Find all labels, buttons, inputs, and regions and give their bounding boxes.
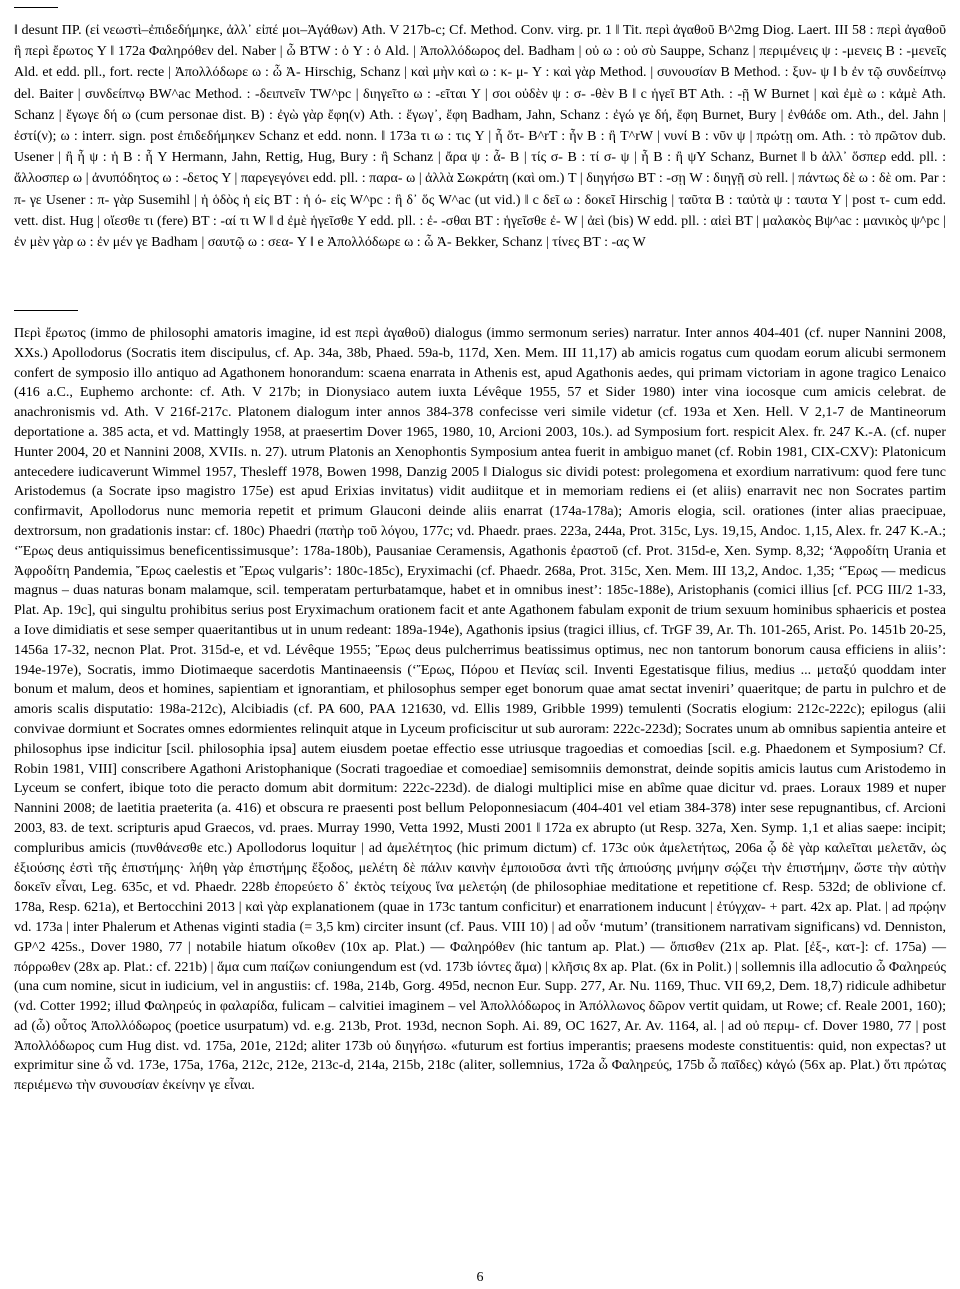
top-rule	[14, 7, 58, 8]
commentary: Περὶ ἔρωτος (immo de philosophi amatoris imagine, id est περὶ ἀγαθοῦ) dialogus (immo sermonum series) narratur. Inter annos 404-401 (cf. nuper Nannini 2008, XXs.) Apollodorus (Socratis item discipulus, cf. Ap. 34a, 38b, Phaed. 59a-b, 117d, Xen. Mem. III 11,17) ab amicis rogatus cum quodam eorum alicubi sermonem confert de symposio illo antiquo ad Agathonem honorandum: scaena enarrata in Athenis est, apud Agathonis aedes, qui primam victoriam in agone tragico Lenaico (416 a.C., Euphemo archonte: cf. Ath. V 217b; in Dionysiaco autem iuxta Lévêque 1955, 57 et Sider 1980) inter vina iocosque cum amicis celebrat. de anachronismis vd. Ath. V 216f-217c. Platonem dialogum inter annos 384-378 confecisse veri simile videtur (cf. 193a et Xen. Hell. V 2,1-7 de Mantineorum deportatione a. 385 acta, et vd. Mattingly 1958, at praesertim Dover 1965, 1980, 10, Arcioni 2003, 10s.). ad Symposium fort. respicit Alex. fr. 247 K.-A. (cf. nuper Hunter 2004, 20 et Nannini 2008, XVIIs. n. 27). utrum Platonis an Xenophontis Symposium antea fuerit in ambiguo manet (cf. Robin 1981, CIX-CXV): Platonicum antecedere iudicaverunt Wimmel 1957, Thesleff 1978, Bowen 1998, Danzig 2005 ‖ Dialogus sic dividi potest: prolegomena et exordium narrativum: quod fere tunc Aristodemus (a Socrate ipso magistro 175e) est apud Erixias invitatus) vidit audiitque et in memoriam rediens ei (et aliis) enarravit nec non Socrates partim confirmavit, Apollodorus nunc memoria repetit et primum Glauconi deinde aliis enarrat (174a-178a); Amoris elogia, scil. orationes (inter alias praecipuae, dextrorsum, non gradationis instar: cf. 180c) Phaedri (πατὴρ τοῦ λόγου, 177c; vd. Phaedr. praes. 223a, 244a, Prot. 315c, Lys. 19,15, Andoc. 1,15, Alex. fr. 247 K.-A.; ‘Ἔρως deus antiquissimus beneficentissimusque’: 178a-180b), Pausaniae Ceramensis, Agathonis ἐραστοῦ (cf. Prot. 315d-e, Xen. Symp. 8,32; ‘Ἀφροδίτη Urania et Ἀφροδίτη Pandemia, Ἔρως caelestis et Ἔρως vulgaris’: 180c-185c), Eryximachi (cf. Phaedr. 268a, Prot. 315c, Xen. Mem. III 13,2, Andoc. 1,35; ‘Ἔρως — medicus magnus – duas naturas bonam malamque, scil. temperatam perturbatamque, habet et in omnibus inest’: 185c-188e), Aristophanis (comici illius [cf. PCG III/2 1-33, Plat. Ap. 19c], qui singultu prohibitus serius post Eryximachum orationem facit et ante Agathonem fabulam exponit de trium sexuum hominibus sphaericis et postea a Iove dimidiatis et sese semper quaeritantibus ut in unum redeant: 189a-194e), Agathonis ipsius (tragici illius, cf. TrGF 39, Ar. Th. 101-265, Arist. Po. 1451b 20-25, 1456a 17-32, necnon Plat. Prot. 315d-e, et vd. Lévêque 1955; Ἔρως deus pulcherrimus beatissimus optimus, nec non tantorum bonorum causa efficiens in aliis’: 194e-197e), Socratis, immo Diotimaeque sacerdotis Mantinaeensis (‘Ἔρως, Πόρου et Πενίας scil. Inventi Egestatisque filius, medius ... μεταξύ quoddam inter bonum et malum, deos et homines, sapientiam et ignorantiam, et philosophus semper eget bonorum quae amat sectat inveniri’ quaeritque; de partu in pulchro et de amoris scalis disputatio: 198a-212c), Alcibiadis (cf. PA 600, PAA 121630, vd. Ellis 1989, Gribble 1999) temulenti (Socratis elogium: 212c-222c); epilogus (alii convivae dormiunt et Socrates omnes edormientes relinquit atque in Lyceum proficiscitur ut sub auroram: 222c-223d); Socrates unum ab omnibus sapientia anteire et philosophus ipse indicitur [scil. philosophia ipsa] autem eiusdem poetae effectio esse utriusque tragoedias et comoedias [scil. e.g. Phaedonem et Symposium? Cf. Robin 1981, VIII] conscribere Agathoni Aristophanique (Socrati tragoediae et comoediae] semisomniis demonstrat, deinde sopitis amicis lautus cum Aristodemo in Lyceum se confert, ibique toto die peracto domum abit dormitum: 222c-223d). de dialogi multiplici mise en abîme quae dicitur vd. praes. Loraux 1989 et nuper Nannini 2008; de laetitia praeterita (a. 416) et obscura re praesenti post bellum Peloponnesiacum (404-401 vel etiam 384-378) inter sese repugnantibus, cf. Arcioni 2003, 83. de text. scripturis apud Graecos, vd. praes. Murray 1990, Vetta 1992, Musti 2001 ‖ 172a ex abrupto (ut Resp. 327a, Xen. Symp. 1,1 et alias saepe: incipit; compluribus amicis (πυνθάνεσθε etc.) Apollodorus loquitur | ad ἀμελέτητος (hic primum dictum) cf. 173c οὐκ ἀμελετήτως, 206a ᾧ δὲ γὰρ καλεῖται μελετᾶν, ὡς ἐξιούσης ἐστὶ τῆς ἐπιστήμης· λήθη γὰρ ἐπιστήμης ἔξοδος, μελέτη δὲ πάλιν καινὴν ἐμποιοῦσα ἀντὶ τῆς ἀπιούσης μνήμην σῴζει τὴν ἐπιστήμην, ὥστε τὴν αὐτὴν δοκεῖν εἶναι, Leg. 635c, et vd. Phaedr. 228b ἐπορεύετο δ᾽ ἐκτὸς τείχους ἵνα μελετῴη (de philosophiae meditatione et repetitione cf. Resp. 532d; de oblivione cf. 178a, Resp. 621a), et Bertocchini 2013 | καὶ γὰρ explanationem (quae in 173c tantum conficitur) et enarrationem inducunt | ἐτύγχαν- + part. 42x ap. Plat. | ad πρῴην vd. 173a | inter Phalerum et Athenas viginti stadia (= 3,5 km) circiter insunt (cf. Paus. VIII 10) | ad οὖν ‘mutum’ (transitionem narrativam significans) vd. Denniston, GP^2 425s., Dover 1980, 77 | notabile hiatum οἴκοθεν (10x ap. Plat.) — Φαληρόθεν (hic tantum ap. Plat.) — ὄπισθεν (21x ap. Plat. [ἐξ-, κατ-]: cf. 175a) — πόρρωθεν (28x ap. Plat.: cf. 221b) | ἅμα cum παίζων coniungendum est (vd. 173b ἰόντες ἅμα) | κλῆσις 8x ap. Plat. (6x in Polit.) | sollemnis illa adlocutio ὦ Φαληρεύς (una cum nomine, sicut in iudicium, vel in angustiis: cf. 198a, 214b, Gorg. 495d, necnon Eur. Supp. 277, Ar. Nu. 1169, Thuc. VII 69,2, Dem. 18,7) ridicule adhibetur (vd. Cotter 1992; illud Φαληρεύς in φαλαρίδα, fulicam – calvitiei imaginem – vel Ἀπολλόδωρος in Ἀπόλλωνος δῶρον vertit quidam, ut Rowe; cf. Reale 2001, 160); ad (ὦ) οὗτος Ἀπολλόδωρος (poetice usurpatum) vd. e.g. 213b, Prot. 193d, necnon Soph. Ai. 89, OC 1627, Ar. Av. 1164, al. | ad οὐ περιμ- cf. Dover 1980, 77 | post Ἀπολλόδωρος cum Hug dist. vd. 175a, 201e, 212d; aliter 173b οὐ διηγήσω. «futurum est fortius imperantis; praesens modeste constituentis: quid, non expectas? ut exprimitur sine ὦ vd. 173e, 175a, 176a, 212c, 212e, 213c-d, 214a, 215b, 218c (aliter, sollemnius, 172a ὦ Φαληρεύς, 175b ὦ παῖδες) κἀγώ (56x ap. Plat.) ὅτι πρώτας περιέμενω τὴν συνουσίαν ἐκείνην γε εἶναι.	[14, 325, 946, 1094]
critical-apparatus: ‖ desunt ΠΡ. (εἰ νεωστὶ–ἐπιδεδήμηκε, ἀλλ᾽ εἰπέ μοι–Ἀγάθων) Ath. V 217b-c; Cf. Method. Conv. virg. pr. 1 ‖ Tit. περὶ ἀγαθοῦ B^2mg Diog. Laert. III 58 : περὶ ἀγαθοῦ ἢ περὶ ἔρωτος Y ‖ 172a Φαληρόθεν del. Naber | ὦ BTW : ὁ Y : ὁ Ald. | Ἀπολλόδωρος del. Badham | οὐ ω : οὐ σὺ Sauppe, Schanz | περιμένεις ψ : -μενεις B : -μενεῖς Ald. et edd. pll., fort. recte | Ἀπολλόδωρε ω : ὦ Ἀ- Hirschig, Schanz | καὶ μὴν καὶ ω : κ- μ- Y : καὶ γὰρ Method. | συνουσίαν B Method. : ξυν- ψ ‖ b ἐν τῷ συνδείπνῳ del. Baiter | συνδείπνῳ BW^ac Method. : -δειπνεῖν TW^pc | διηγεῖτο ω : -εῖται Y | σοι οὐδὲν ψ : σ- -θὲν B ‖ c ἡγεῖ BT Ath. : -ῇ W Burnet | καὶ ἐμὲ ω : κἀμὲ Ath. Schanz | ἔγωγε δή ω (cum personae dist. B) : ἐγὼ γὰρ ἔφη(ν) Ath. : ἔγωγ᾽, ἔφη Badham, Jahn, Schanz : ἐγώ γε δή, ἔφη Burnet, Bury | ἐνθάδε om. Ath., del. Jahn | ἐστί(ν); ω : interr. sign. post ἐπιδεδήμηκεν Schanz et edd. nonn. ‖ 173a τι ω : τις Y | ἦ ὅτ- B^rT : ἦν B : ἢ T^rW | νυνί B : νῦν ψ | πρώτῃ om. Ath. : τὸ πρῶτον dub. Usener | ἢ ἦ ψ : ἡ B : ἦ Y Hermann, Jahn, Rettig, Hug, Bury : ἢ Schanz | ἄρα ψ : ἆ- B | τίς σ- B : τί σ- ψ | ἦ B : ἢ ψY Schanz, Burnet ‖ b ἀλλ᾽ ὅσπερ edd. pll. : ἄλλοσπερ ω | ἀνυπόδητος ω : -δετος Y | παρεγεγόνει edd. pll. : παρα- ω | ἀλλὰ Σωκράτη (καὶ om.) T | διηγήσω BT : -σῃ W : διηγῇ σὺ rell. | πάντως δὲ ω : δὲ om. Par : π- γε Usener : π- γὰρ Susemihl | ἡ ὁδὸς ἡ εἰς BT : ἡ ό- εἰς W^pc : ἢ δ᾽ ὅς W^ac (ut vid.) ‖ c δεῖ ω : δοκεῖ Hirschig | ταῦτα B : ταὐτὰ ψ : ταυτα Y | post τ- cum edd. vett. dist. Hug | οἴεσθε τι (fere) BT : -αί τι W ‖ d ἐμὲ ἡγεῖσθε Y edd. pll. : ἐ- -σθαι BT : ἡγεῖσθε ἐ- W | ἀεὶ (bis) W edd. pll. : αἰεὶ BT | μαλακὸς Bψ^ac : μανικὸς ψ^pc | ἐν μὲν γὰρ ω : ἐν μέν γε Badham | σαυτῷ ω : σεα- Y ‖ e Ἀπολλόδωρε ω : ὦ Ἀ- Bekker, Schanz | τίνες BT : -ας W	[14, 23, 947, 251]
page-number: 6	[476, 1270, 484, 1285]
separator-rule	[14, 310, 78, 311]
